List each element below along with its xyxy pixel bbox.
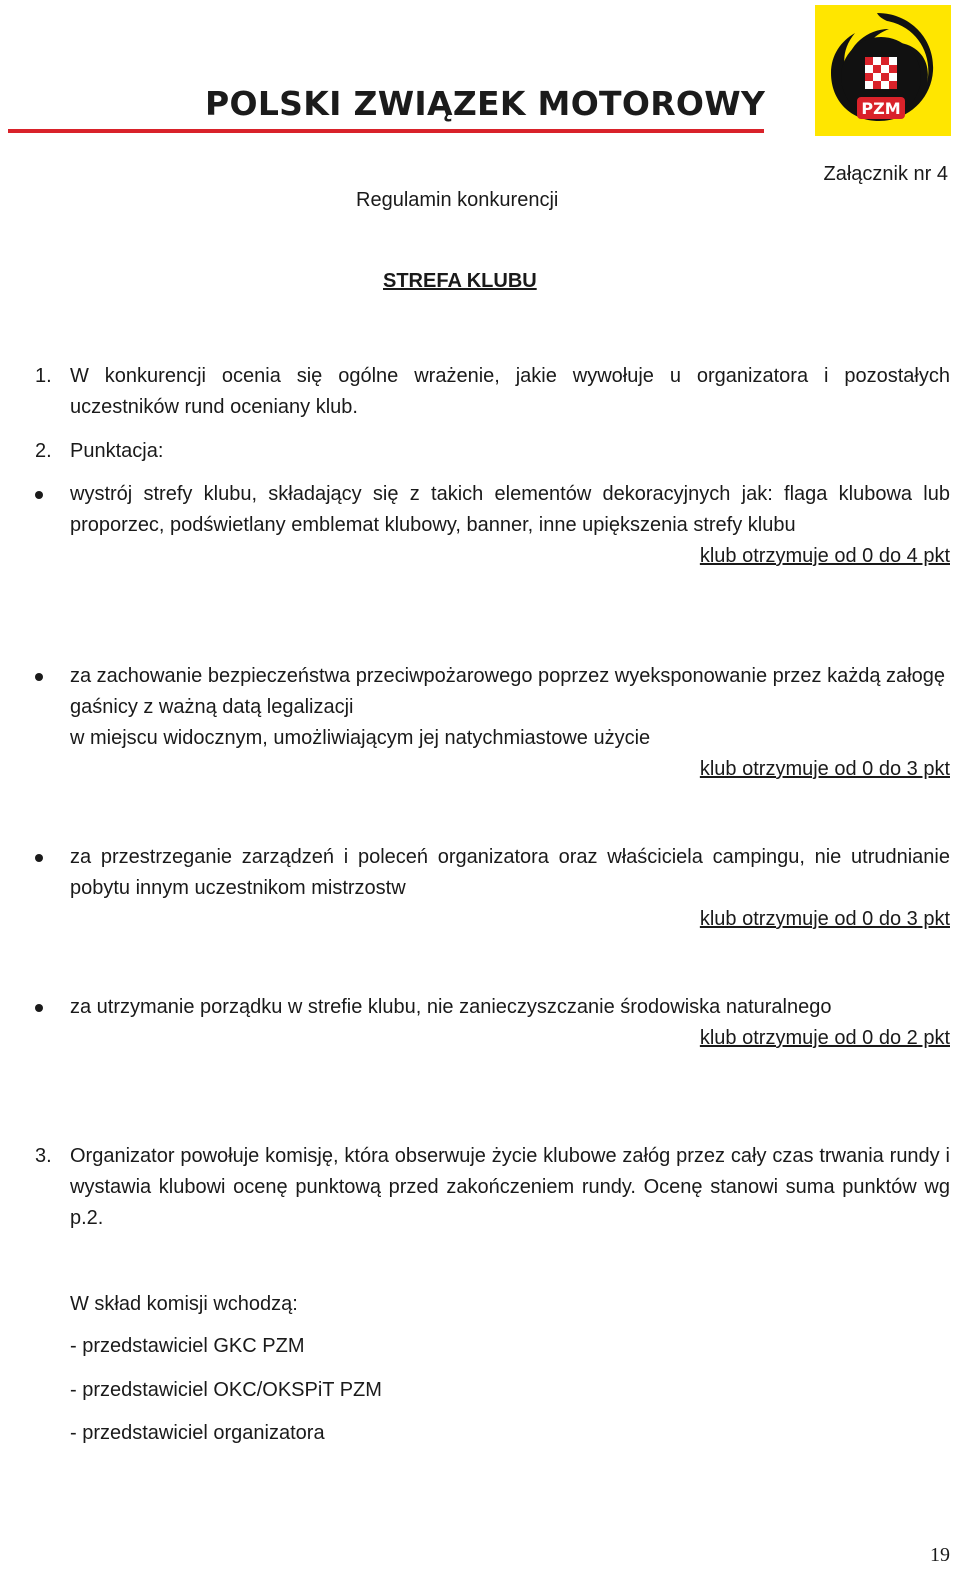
scoring-text: wystrój strefy klubu, składający się z takich elementów dekoracyjnych jak: flaga klubowa lub proporzec, podświetlany emblemat klubowy, banner, inne upiększenia strefy klubu [70,483,950,536]
scoring-item-cleanliness [35,992,950,1054]
scoring-item-rules [35,842,950,935]
scoring-item-fire-safety [35,661,950,785]
scoring-item-decoration [35,479,950,572]
scoring-points: klub otrzymuje od 0 do 2 pkt [699,1027,950,1049]
committee-member: - przedstawiciel GKC PZM [70,1335,305,1357]
organization-name: POLSKI ZWIĄZEK MOTOROWY [205,84,766,123]
scoring-points: klub otrzymuje od 0 do 3 pkt [699,908,950,930]
scoring-points: klub otrzymuje od 0 do 3 pkt [699,758,950,780]
bullet-icon [35,491,43,499]
header-divider [8,129,764,133]
scoring-text: za utrzymanie porządku w strefie klubu, nie zanieczyszczanie środowiska naturalnego [70,996,832,1018]
scoring-text-continued: w miejscu widocznym, umożliwiającym jej natychmiastowe użycie [70,727,651,749]
item-number: 2. [35,440,52,462]
bullet-icon [35,854,43,862]
scoring-text: za zachowanie bezpieczeństwa przeciwpożarowego poprzez wyeksponowanie przez każdą załogę gaśnicy z ważną datą legalizacji [70,665,945,718]
item-number: 1. [35,365,52,387]
committee-member: - przedstawiciel organizatora [70,1422,325,1444]
bullet-icon [35,673,43,681]
item-number: 3. [35,1145,52,1167]
committee-member: - przedstawiciel OKC/OKSPiT PZM [70,1379,382,1401]
section-title: STREFA KLUBU [383,270,537,292]
document-subtitle: Regulamin konkurencji [356,189,559,211]
item-text: Punktacja: [70,440,164,462]
item-text: W konkurencji ocenia się ogólne wrażenie, jakie wywołuje u organizatora i pozostałych uczestników rund oceniany klub. [70,365,950,418]
item-text: Organizator powołuje komisję, która obserwuje życie klubowe załóg przez cały czas trwania rundy i wystawia klubowi ocenę punktową przed zakończeniem rundy. Ocenę stanowi suma punktów wg p.2. [70,1145,950,1229]
list-item-2 [35,436,950,467]
page-number: 19 [930,1544,950,1566]
logo-text: PZM [861,99,901,118]
scoring-text: za przestrzeganie zarządzeń i poleceń organizatora oraz właściciela campingu, nie utrudnianie pobytu innym uczestnikom mistrzostw [70,846,950,899]
committee-heading: W skład komisji wchodzą: [70,1293,298,1315]
pzm-logo-icon [815,5,951,136]
bullet-icon [35,1004,43,1012]
scoring-points: klub otrzymuje od 0 do 4 pkt [699,545,950,567]
list-item-3 [35,1141,950,1234]
attachment-label: Załącznik nr 4 [823,163,948,185]
list-item-1 [35,361,950,423]
